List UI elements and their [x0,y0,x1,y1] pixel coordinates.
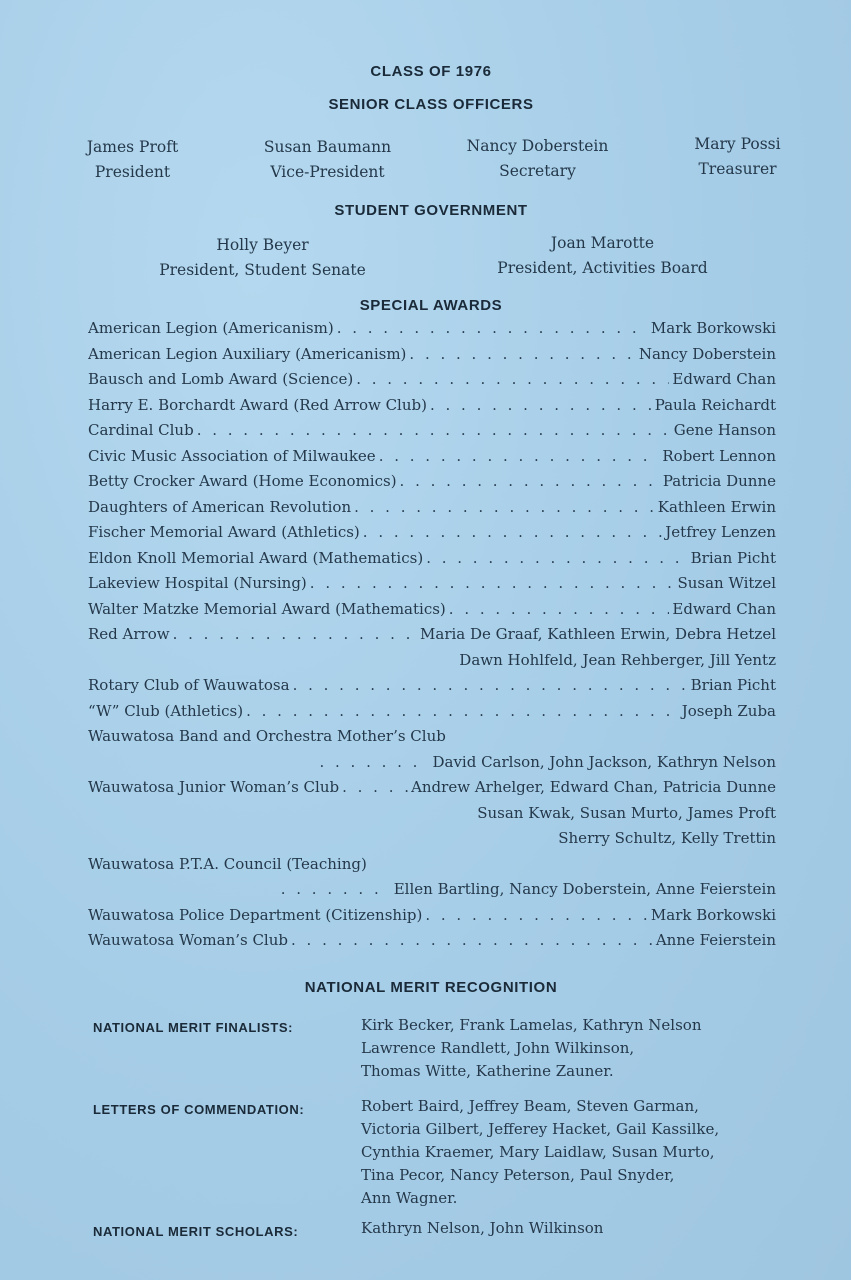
award-row-continuation [88,880,776,906]
leader-dots [291,931,653,949]
leader-dots [409,345,635,363]
award-row [88,574,776,600]
award-recipients: Brian Picht [690,548,776,567]
leader-dots [173,625,417,643]
award-name: Walter Matzke Memorial Award (Mathematics) [88,599,446,618]
officer-name: Nancy Doberstein [466,137,609,155]
student-government-heading: STUDENT GOVERNMENT [334,202,528,219]
class-title: CLASS OF 1976 [370,63,492,80]
award-name: Wauwatosa P.T.A. Council (Teaching) [88,854,367,873]
award-recipients: Mark Borkowski [650,905,776,924]
award-recipients: Patricia Dunne [662,472,776,490]
scholars-names [361,1217,603,1240]
award-recipients: Mark Borkowski [650,319,776,337]
commendation-label: LETTERS OF COMMENDATION: [93,1102,305,1117]
scholars-label: NATIONAL MERIT SCHOLARS: [93,1224,299,1239]
award-recipients: Susan Witzel [677,574,776,592]
award-row [88,447,776,473]
award-row [88,727,776,753]
award-row [88,778,776,804]
leader-dots [400,472,660,490]
name-line: Robert Baird, Jeffrey Beam, Steven Garman, [361,1097,699,1115]
award-recipients: Susan Kwak, Susan Murto, James Proft [477,803,776,822]
award-recipients: Gene Hanson [673,421,776,439]
award-name: Bausch and Lomb Award (Science) [88,370,354,388]
officer-treasurer [675,132,800,182]
award-row [88,931,776,957]
leader-dots [337,319,648,337]
award-recipients: Joseph Zuba [681,701,776,720]
officer-title: President [94,163,171,181]
award-name: Daughters of American Revolution [88,497,352,516]
award-row-continuation [88,829,776,855]
officer-name: Mary Possi [694,135,781,153]
name-line: Lawrence Randlett, John Wilkinson, [361,1039,635,1057]
commendation-names [361,1095,719,1210]
name-line: Victoria Gilbert, Jefferey Hacket, Gail Kassilke, [361,1120,720,1138]
award-row [88,345,776,371]
award-recipients: Sherry Schultz, Kelly Trettin [558,829,776,847]
award-recipients: Nancy Doberstein [638,344,776,363]
leader-dots [426,549,687,567]
leader-dots [310,574,675,592]
name-line: Tina Pecor, Nancy Peterson, Paul Snyder, [361,1166,675,1184]
officer-name: James Proft [86,138,179,156]
award-name: Lakeview Hospital (Nursing) [88,574,307,592]
award-row-continuation [88,753,776,779]
leader-dots [342,778,408,796]
award-recipients: Ellen Bartling, Nancy Doberstein, Anne Feierstein [393,880,776,898]
award-row [88,523,776,549]
award-recipients: Edward Chan [672,599,776,618]
award-row [88,600,776,626]
award-recipients: Dawn Hohlfeld, Jean Rehberger, Jill Yentz [459,650,776,669]
officer-title: Treasurer [698,160,777,178]
name-line: Kathryn Nelson, John Wilkinson [361,1219,604,1237]
award-row [88,702,776,728]
award-row [88,319,776,345]
officer-title: Secretary [499,162,576,180]
award-row-continuation [88,804,776,830]
leader-dots [354,498,655,516]
award-name: Wauwatosa Junior Woman’s Club [88,778,340,796]
leader-dots [379,447,660,465]
officer-title: President, Activities Board [497,259,708,277]
award-name: Wauwatosa Police Department (Citizenship) [88,905,423,924]
award-row [88,421,776,447]
national-merit-heading: NATIONAL MERIT RECOGNITION [304,979,558,996]
leader-dots [293,676,688,694]
award-recipients: Edward Chan [672,370,776,388]
name-line: Ann Wagner. [361,1189,458,1207]
award-name: American Legion (Americanism) [88,319,334,337]
award-name: Betty Crocker Award (Home Economics) [88,472,397,490]
leader-dots [281,880,391,898]
award-recipients: Paula Reichardt [654,395,776,414]
finalists-names [361,1014,701,1083]
award-recipients: Jetfrey Lenzen [665,523,776,541]
award-recipients: David Carlson, John Jackson, Kathryn Nelson [432,752,776,771]
officer-vice-president [245,135,410,185]
award-name: Harry E. Borchardt Award (Red Arrow Club) [88,395,427,414]
award-recipients: Maria De Graaf, Kathleen Erwin, Debra Hetzel [420,625,776,643]
leader-dots [430,396,652,414]
award-name: Wauwatosa Band and Orchestra Mother’s Club [88,727,446,745]
leader-dots [246,702,679,720]
officer-name: Joan Marotte [550,234,655,252]
leader-dots [449,600,670,618]
officer-name: Susan Baumann [263,138,392,156]
award-recipients: Robert Lennon [662,446,776,465]
award-name: Eldon Knoll Memorial Award (Mathematics) [88,548,424,567]
award-name: “W” Club (Athletics) [88,701,244,720]
award-row [88,396,776,422]
award-row-continuation [88,651,776,677]
special-awards-list [88,319,776,957]
leader-dots [197,421,671,439]
officer-president [70,135,195,185]
award-name: Fischer Memorial Award (Athletics) [88,523,360,541]
finalists-label: NATIONAL MERIT FINALISTS: [93,1020,294,1035]
special-awards-heading: SPECIAL AWARDS [359,297,503,314]
leader-dots [363,523,663,541]
name-line: Kirk Becker, Frank Lamelas, Kathryn Nelson [361,1016,702,1034]
award-row [88,625,776,651]
award-name: Rotary Club of Wauwatosa [88,676,290,694]
officer-title: President, Student Senate [159,261,366,279]
name-line: Cynthia Kraemer, Mary Laidlaw, Susan Murto, [361,1143,715,1161]
award-name: Red Arrow [88,625,170,643]
leader-dots [425,906,648,924]
leader-dots [356,370,669,388]
officer-title: Vice-President [270,163,385,181]
award-name: American Legion Auxiliary (Americanism) [88,344,407,363]
leader-dots [319,753,429,771]
award-recipients: Andrew Arhelger, Edward Chan, Patricia Dunne [411,778,776,796]
award-recipients: Brian Picht [690,676,776,694]
award-row [88,498,776,524]
officer-name: Holly Beyer [216,236,309,254]
award-row [88,676,776,702]
award-name: Wauwatosa Woman’s Club [88,931,288,949]
award-row [88,855,776,881]
student-senate-president [150,233,375,283]
officer-secretary [455,134,620,184]
award-row [88,370,776,396]
award-name: Civic Music Association of Milwaukee [88,446,376,465]
award-recipients: Anne Feierstein [655,931,776,949]
name-line: Thomas Witte, Katherine Zauner. [361,1062,614,1080]
award-recipients: Kathleen Erwin [657,497,776,516]
award-row [88,906,776,932]
activities-board-president [485,231,720,281]
senior-class-officers-heading: SENIOR CLASS OFFICERS [328,96,534,113]
award-row [88,472,776,498]
award-name: Cardinal Club [88,421,194,439]
award-row [88,549,776,575]
